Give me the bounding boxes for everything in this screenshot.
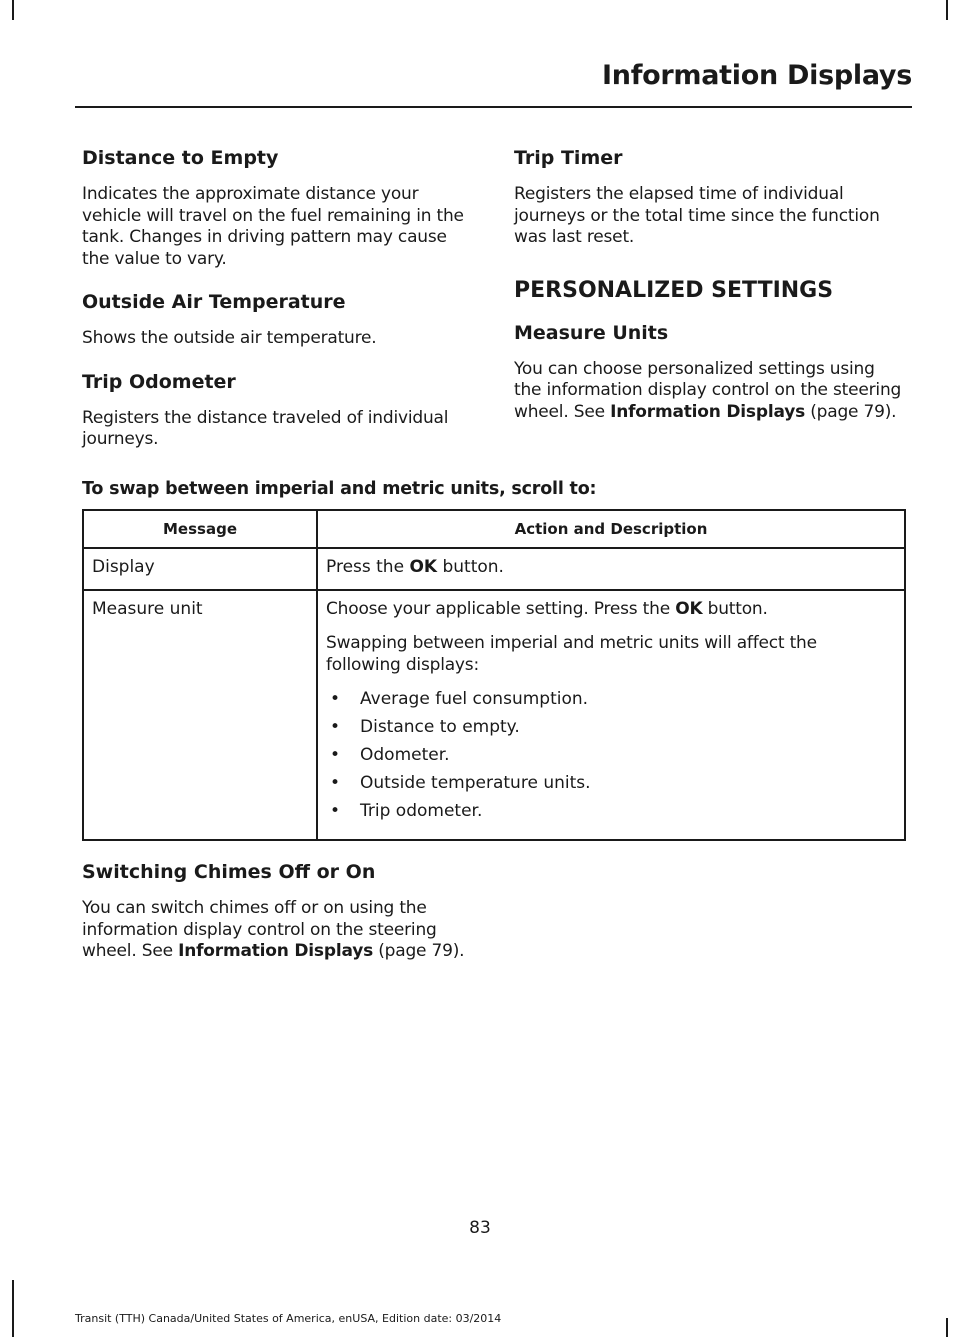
action-description: Swapping between imperial and metric units will affect the following displays:	[326, 633, 817, 675]
crop-mark	[946, 1318, 948, 1337]
action-text: button.	[702, 598, 768, 619]
measure-units-body: You can choose personalized settings using the information display control on the steering wheel. See	[514, 358, 902, 422]
action-text: button.	[437, 557, 504, 577]
column-header-message: Message	[83, 510, 317, 548]
table-row	[83, 548, 905, 590]
measure-units-text	[514, 359, 906, 424]
left-column	[82, 146, 474, 471]
switching-chimes-text	[82, 898, 474, 963]
list-item-text: Outside temperature units.	[360, 773, 591, 793]
bullet: •	[330, 689, 341, 709]
action-text: Press the	[326, 557, 410, 577]
bullet: •	[330, 745, 341, 765]
page-reference: (page 79).	[805, 401, 897, 422]
personalized-settings-heading: PERSONALIZED SETTINGS	[514, 277, 834, 303]
measure-units-table	[82, 509, 906, 841]
column-header-action: Action and Description	[317, 510, 905, 548]
edition-footer: Transit (TTH) Canada/United States of America, enUSA, Edition date: 03/2014	[75, 1312, 502, 1325]
information-displays-link[interactable]: Information Displays	[178, 941, 373, 961]
list-item-text: Trip odometer.	[360, 801, 483, 821]
list-item-text: Distance to empty.	[360, 717, 520, 737]
bullet: •	[330, 801, 341, 821]
cell-message: Display	[83, 548, 317, 590]
list-item-text: Odometer.	[360, 745, 450, 765]
list-item	[326, 745, 896, 767]
trip-odometer-heading: Trip Odometer	[82, 370, 236, 393]
page-number: 83	[469, 1218, 491, 1238]
bullet: •	[330, 717, 341, 737]
list-item	[326, 689, 896, 711]
page-reference: (page 79).	[373, 941, 465, 961]
list-item	[326, 717, 896, 739]
list-item-text: Average fuel consumption.	[360, 689, 589, 709]
ok-button-label: OK	[675, 598, 703, 619]
cell-action	[317, 548, 905, 590]
trip-timer-heading: Trip Timer	[514, 147, 623, 169]
table-header-row	[83, 510, 905, 548]
list-item	[326, 801, 896, 823]
cell-message: Measure unit	[83, 590, 317, 841]
crop-mark	[12, 1280, 14, 1337]
cell-action	[317, 590, 905, 841]
header-rule	[75, 106, 912, 108]
trip-timer-text: Registers the elapsed time of individual journeys or the total time since the function was last reset.	[514, 184, 880, 247]
page-title: Information Displays	[602, 60, 912, 91]
crop-mark	[946, 0, 948, 20]
list-item	[326, 773, 896, 795]
information-displays-link[interactable]: Information Displays	[610, 401, 805, 422]
ok-button-label: OK	[409, 557, 438, 577]
chimes-section	[82, 860, 474, 983]
outside-air-temperature-text: Shows the outside air temperature.	[82, 328, 377, 348]
chimes-body: You can switch chimes off or on using the information display control on the steering wheel. See	[82, 898, 437, 961]
distance-to-empty-heading: Distance to Empty	[82, 147, 279, 169]
crop-mark	[12, 0, 14, 20]
switching-chimes-heading: Switching Chimes Off or On	[82, 861, 376, 883]
table-intro: To swap between imperial and metric units, scroll to:	[82, 479, 597, 499]
action-instruction	[326, 599, 896, 621]
action-text: Choose your applicable setting. Press the	[326, 598, 676, 619]
distance-to-empty-text: Indicates the approximate distance your vehicle will travel on the fuel remaining in the tank. Changes in driving pattern may cause the value to vary.	[82, 184, 464, 269]
outside-air-temperature-heading: Outside Air Temperature	[82, 291, 346, 313]
bullet: •	[330, 773, 341, 793]
trip-odometer-text: Registers the distance traveled of individual journeys.	[82, 407, 449, 449]
table-row	[83, 590, 905, 841]
affected-displays-list	[326, 689, 896, 823]
right-column	[514, 146, 906, 443]
measure-units-heading: Measure Units	[514, 321, 669, 344]
